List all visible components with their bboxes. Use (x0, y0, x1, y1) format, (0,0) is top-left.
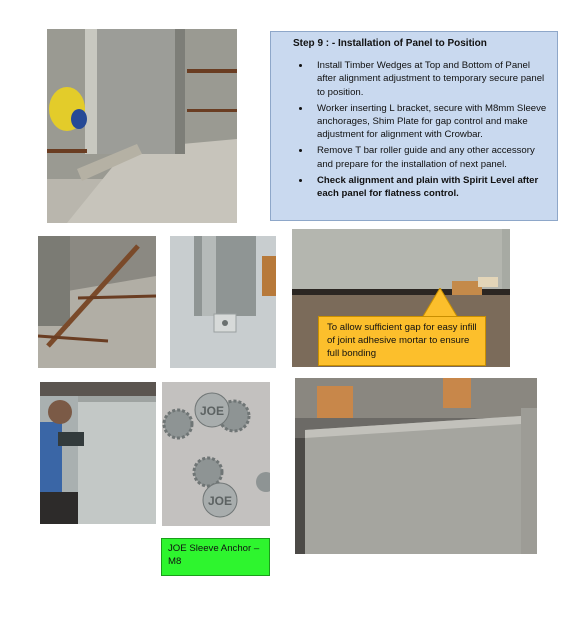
photo-worker-drilling (40, 382, 156, 524)
callout-pointer (418, 288, 458, 318)
step-item: • Install Timber Wedges at Top and Bottom of Panel after alignment adjustment to temporary secure panel to position. (311, 59, 547, 99)
photo-rebar-corner (38, 236, 156, 368)
step-list (293, 59, 547, 200)
sleeve-anchor-label: JOE Sleeve Anchor – M8 (161, 538, 270, 576)
anchor-head-label: JOE (199, 404, 225, 418)
photo-panel-wedge (47, 29, 237, 223)
step-title: Step 9 : - Installation of Panel to Position (293, 38, 487, 49)
photo-installed-panel (295, 378, 537, 554)
step-item: • Remove T bar roller guide and any other accessory and prepare for the installation of next panel. (311, 144, 547, 170)
step-item: • Worker inserting L bracket, secure with M8mm Sleeve anchorages, Shim Plate for gap control and make adjustment for alignment with Crowbar. (311, 102, 547, 142)
step-item: • Check alignment and plain with Spirit Level after each panel for flatness control. (311, 174, 547, 200)
anchor-head-label: JOE (207, 494, 233, 508)
step-instructions-box (270, 31, 558, 221)
photo-sleeve-anchors (162, 382, 270, 526)
gap-callout: To allow sufficient gap for easy infill of joint adhesive mortar to ensure full bonding (318, 316, 486, 366)
photo-l-bracket (170, 236, 276, 368)
